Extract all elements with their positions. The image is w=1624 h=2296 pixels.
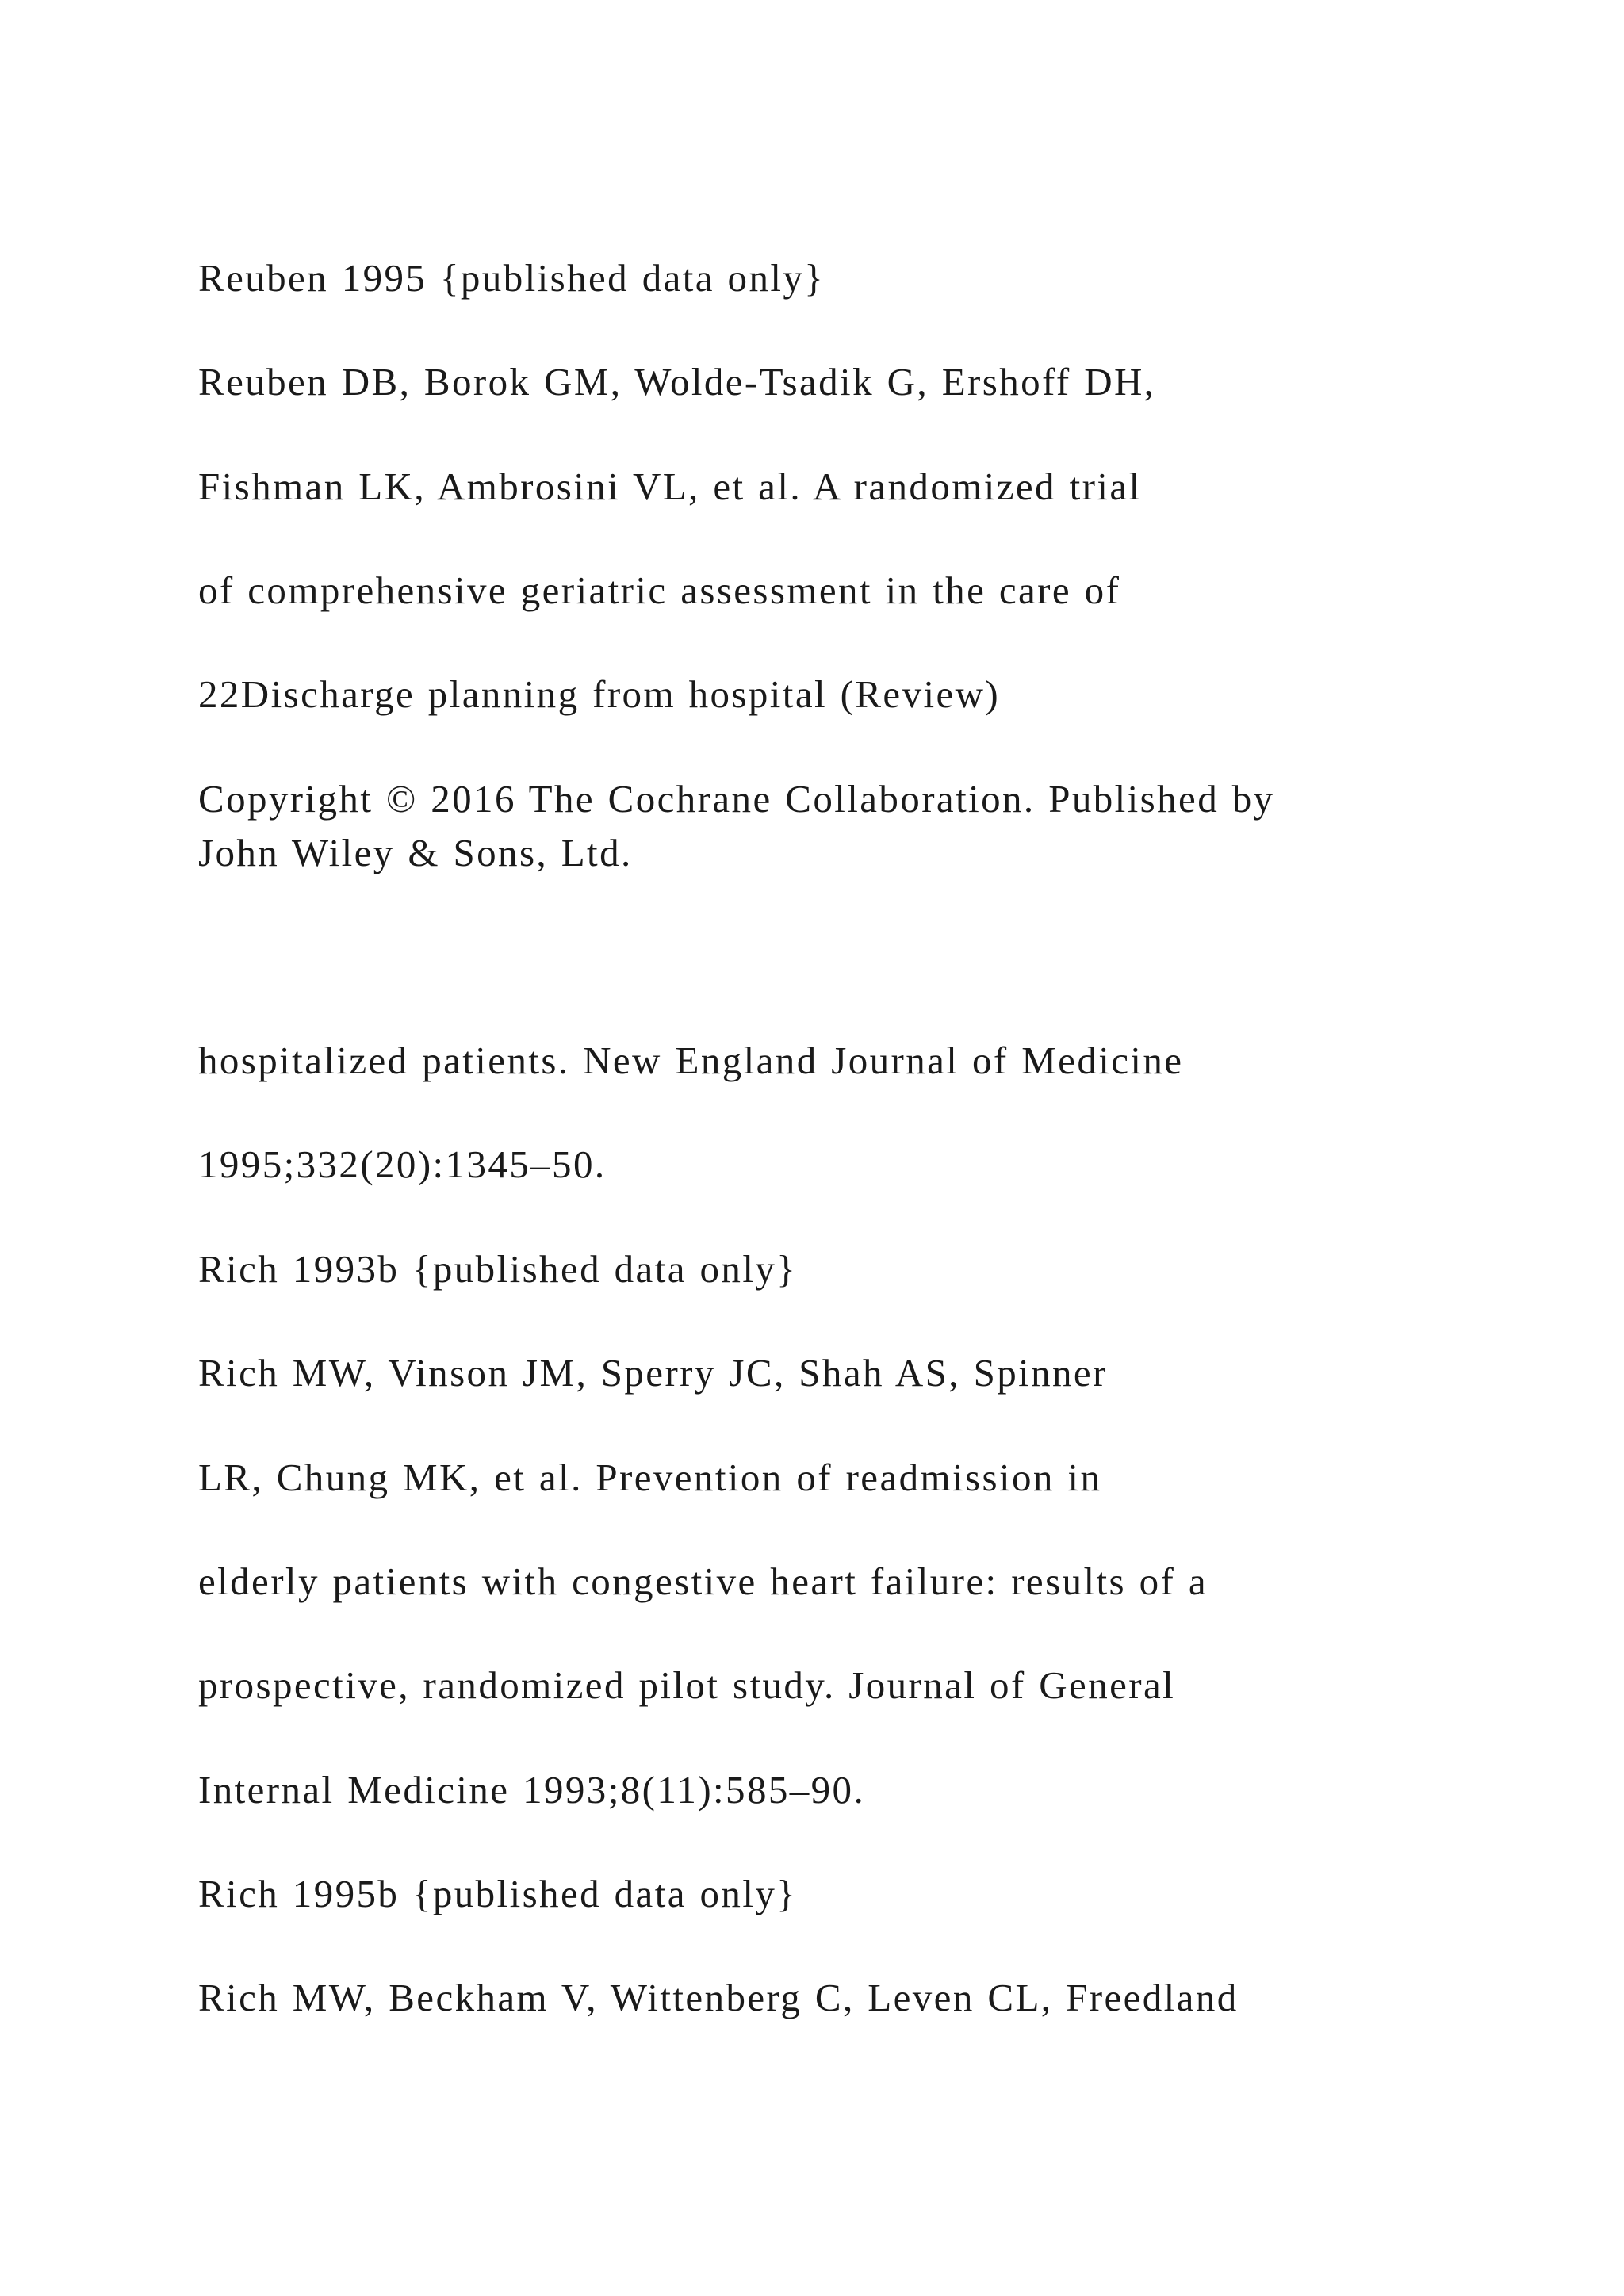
page-footer-publisher: John Wiley & Sons, Ltd. — [198, 831, 633, 874]
page-footer-title: 22Discharge planning from hospital (Review) — [198, 672, 1001, 716]
reference-text-line: of comprehensive geriatric assessment in the care of — [198, 568, 1121, 612]
page-footer-copyright: Copyright © 2016 The Cochrane Collaboration. Published by — [198, 777, 1275, 821]
reference-heading-rich-1993b: Rich 1993b {published data only} — [198, 1247, 798, 1291]
reference-text-line: hospitalized patients. New England Journal of Medicine — [198, 1039, 1184, 1082]
reference-text-line: Reuben DB, Borok GM, Wolde-Tsadik G, Ershoff DH, — [198, 360, 1156, 404]
reference-text-line: Internal Medicine 1993;8(11):585–90. — [198, 1768, 866, 1812]
reference-heading-reuben-1995: Reuben 1995 {published data only} — [198, 256, 825, 300]
reference-text-line: 1995;332(20):1345–50. — [198, 1142, 607, 1186]
reference-text-line: Rich MW, Beckham V, Wittenberg C, Leven CL, Freedland — [198, 1976, 1239, 2019]
reference-text-line: Fishman LK, Ambrosini VL, et al. A randomized trial — [198, 465, 1142, 508]
reference-text-line: LR, Chung MK, et al. Prevention of readmission in — [198, 1456, 1102, 1499]
reference-text-line: Rich MW, Vinson JM, Sperry JC, Shah AS, Spinner — [198, 1351, 1108, 1395]
reference-heading-rich-1995b: Rich 1995b {published data only} — [198, 1872, 798, 1915]
reference-text-line: prospective, randomized pilot study. Journal of General — [198, 1663, 1176, 1707]
reference-text-line: elderly patients with congestive heart failure: results of a — [198, 1559, 1208, 1603]
